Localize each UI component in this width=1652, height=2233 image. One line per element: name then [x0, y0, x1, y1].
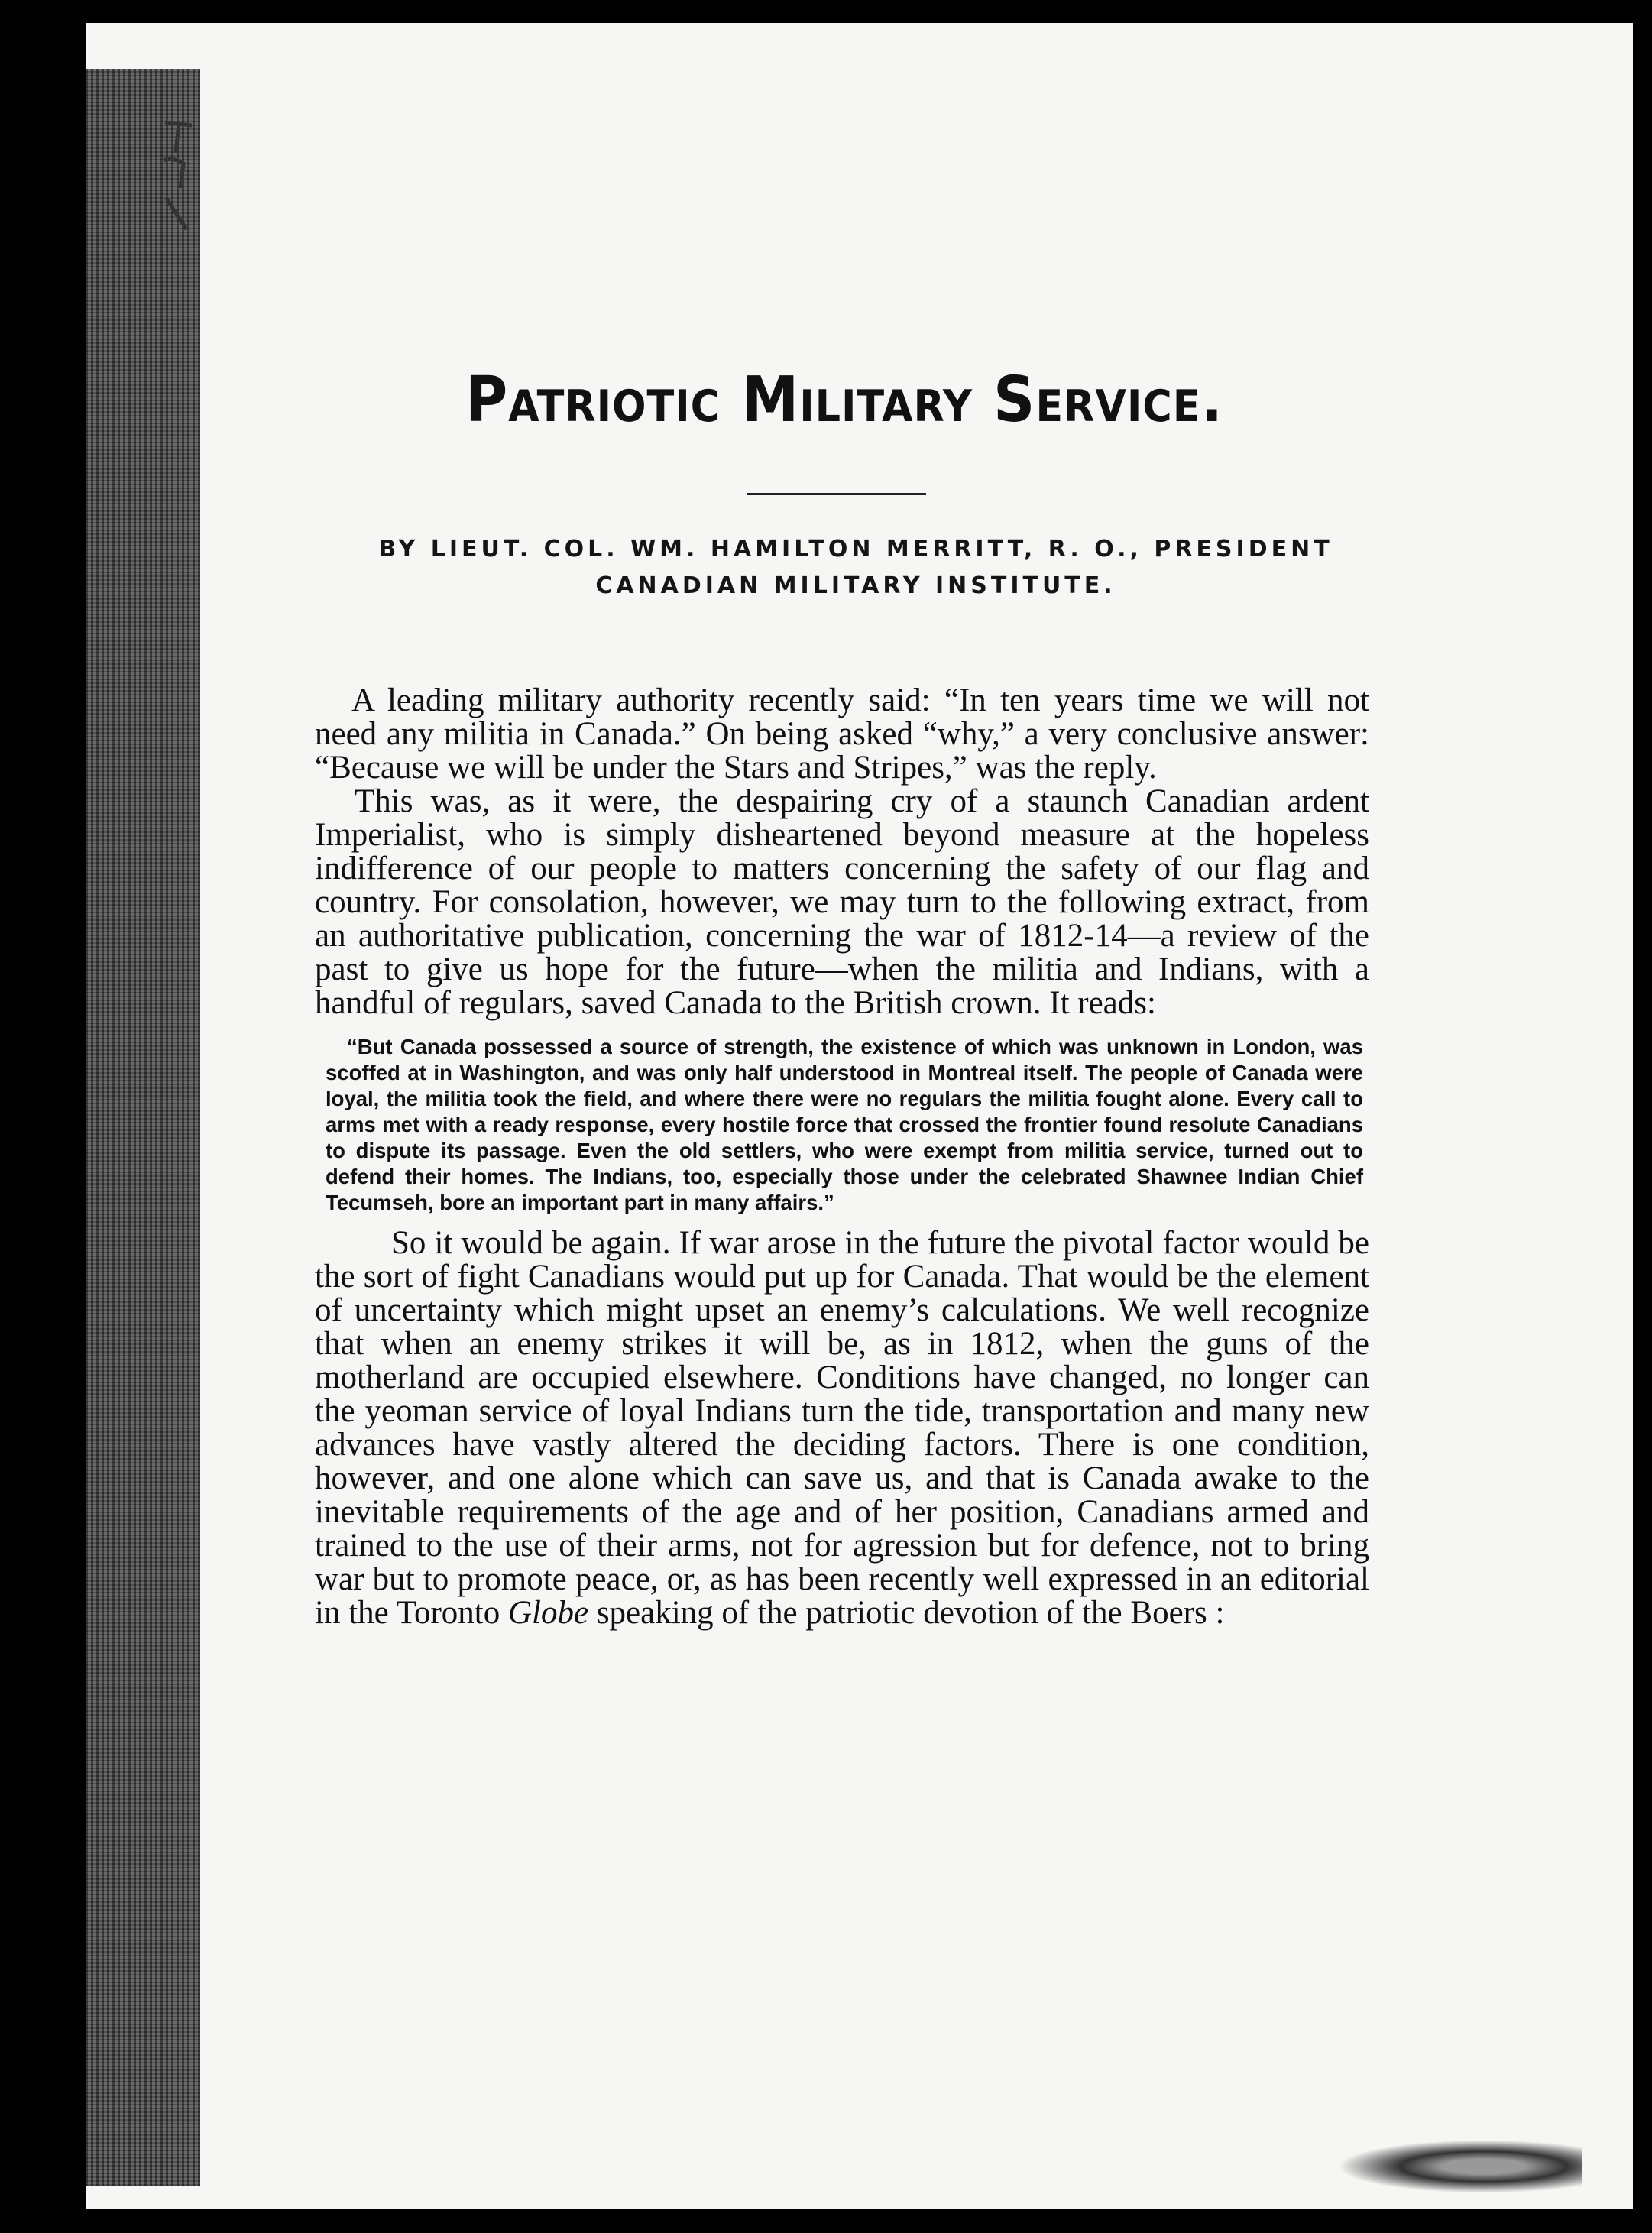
- byline-line-2: CANADIAN MILITARY INSTITUTE.: [595, 572, 1116, 599]
- paragraph-3: [315, 1227, 1369, 1630]
- page-title: Patriotic Military Service.: [465, 364, 1224, 436]
- author-byline: [321, 531, 1391, 604]
- paragraph-3-text: So it would be again. If war arose in the future the pivotal factor would be the sort of fight Canadians would put up for Canada. That would be the element of uncertainty which might upset an enemy’s calculations. We well recognize that when an enemy strikes it will be, as in 1812, when the guns of the motherland are occupied elsewhere. Conditions have changed, no longer can the yeoman service of loyal Indians turn the tide, transportation and many new advances have vastly altered the deciding factors. There is one condition, however, and one alone which can save us, and that is Canada awake to the inevitable requirements of the age and of her position, Canadians armed and trained to the use of their arms, not for agression but for defence, not to bring war but to promote peace, or, as has been recently well expressed in an editorial in the Toronto: [315, 1225, 1369, 1631]
- paragraph-3-end: speaking of the patriotic devotion of the Boers :: [588, 1595, 1225, 1631]
- handwritten-mark: [150, 115, 203, 237]
- paragraph-2: This was, as it were, the despairing cry of a staunch Canadian ardent Imperialist, who is simply disheartened beyond measure at the hopeless indifference of our people to matters concerning the safety of our flag and country. For consolation, however, we may turn to the following extract, from an authoritative publication, concerning the war of 1812-14—a review of the past to give us hope for the future—when the militia and Indians, with a handful of regulars, saved Canada to the British crown. It reads:: [315, 783, 1369, 1021]
- block-quote: “But Canada possessed a source of strength, the existence of which was unknown in London, was scoffed at in Washington, and was only half understood in Montreal itself. The people of Canada were loyal, the militia took the field, and where there were no regulars the militia fought alone. Every call to arms met with a ready response, every hostile force that crossed the frontier found resolute Canadians to dispute its passage. Even the old settlers, who were exempt from militia service, turned out to defend their homes. The Indians, too, especially those under the celebrated Shawnee Indian Chief Tecumseh, bore an important part in many affairs.”: [326, 1035, 1363, 1214]
- title-divider: [747, 493, 926, 495]
- scan-artifact: [1337, 2140, 1582, 2193]
- binding-spine: [86, 69, 200, 2186]
- article-body: [315, 684, 1369, 1630]
- newspaper-title: Globe: [507, 1595, 589, 1631]
- paragraph-1: A leading military authority recently said: “In ten years time we will not need any militia in Canada.” On being asked “why,” a very conclusive answer: “Because we will be under the Stars and Stripes,” was the reply.: [315, 682, 1369, 786]
- byline-line-1: BY LIEUT. COL. WM. HAMILTON MERRITT, R. O., PRESIDENT: [378, 536, 1333, 562]
